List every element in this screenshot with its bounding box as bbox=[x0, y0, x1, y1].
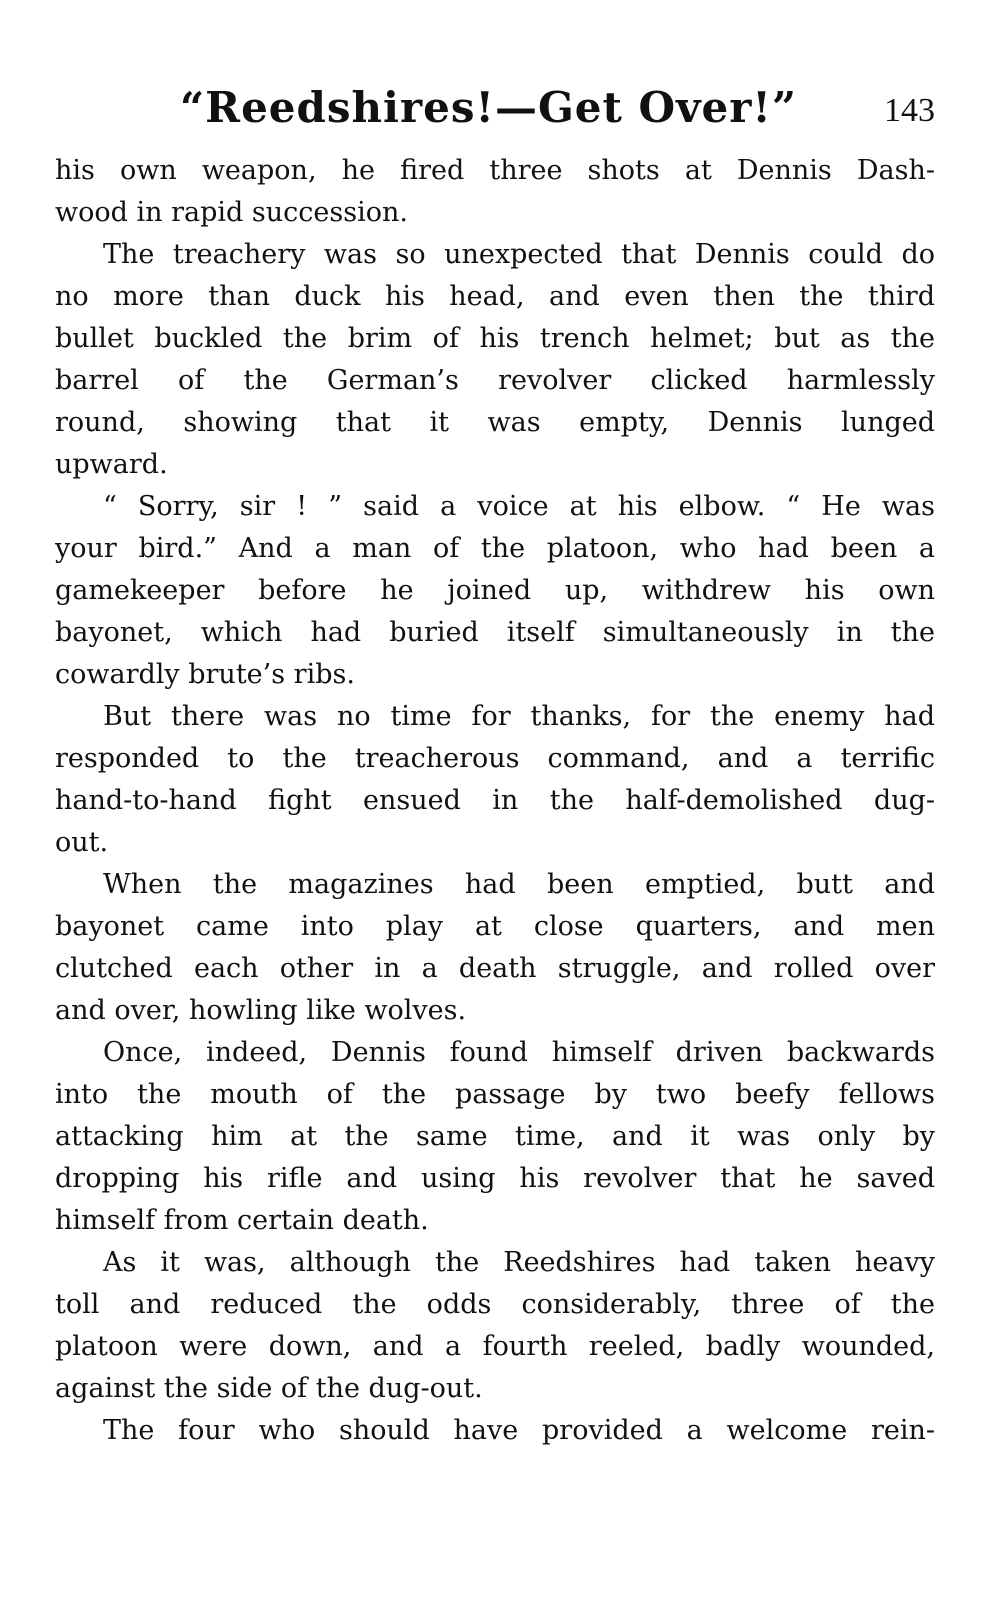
text-line: platoon were down, and a fourth reeled, badly wounded, bbox=[55, 1331, 935, 1362]
text-line: “ Sorry, sir ! ” said a voice at his elbow. “ He was bbox=[103, 491, 935, 522]
text-line: barrel of the German’s revolver clicked harmlessly bbox=[55, 365, 935, 396]
text-line: round, showing that it was empty, Dennis lunged bbox=[55, 407, 935, 438]
text-line: The treachery was so unexpected that Dennis could do bbox=[103, 239, 935, 270]
body-text bbox=[55, 150, 935, 1452]
text-line: Once, indeed, Dennis found himself driven backwards bbox=[103, 1037, 935, 1068]
text-line: into the mouth of the passage by two beefy fellows bbox=[55, 1079, 935, 1110]
paragraph bbox=[55, 1032, 935, 1242]
text-line: and over, howling like wolves. bbox=[55, 995, 467, 1026]
text-line: The four who should have provided a welcome rein- bbox=[103, 1415, 935, 1446]
text-line: As it was, although the Reedshires had taken heavy bbox=[103, 1247, 935, 1278]
page-number: 143 bbox=[884, 92, 935, 129]
text-line: out. bbox=[55, 827, 109, 858]
paragraph bbox=[55, 234, 935, 486]
text-line: against the side of the dug-out. bbox=[55, 1373, 483, 1404]
text-line: When the magazines had been emptied, butt and bbox=[103, 869, 935, 900]
text-line: wood in rapid succession. bbox=[55, 197, 408, 228]
paragraph bbox=[55, 696, 935, 864]
text-line: upward. bbox=[55, 449, 168, 480]
paragraph bbox=[55, 1410, 935, 1452]
text-line: himself from certain death. bbox=[55, 1205, 429, 1236]
text-line: bayonet, which had buried itself simultaneously in the bbox=[55, 617, 935, 648]
text-line: bullet buckled the brim of his trench helmet; but as the bbox=[55, 323, 935, 354]
text-line: his own weapon, he fired three shots at Dennis Dash- bbox=[55, 155, 935, 186]
text-line: no more than duck his head, and even then the third bbox=[55, 281, 935, 312]
text-line: clutched each other in a death struggle, and rolled over bbox=[55, 953, 935, 984]
text-line: hand-to-hand fight ensued in the half-demolished dug- bbox=[55, 785, 935, 816]
paragraph bbox=[55, 1242, 935, 1410]
page-header bbox=[55, 78, 935, 138]
text-line: dropping his rifle and using his revolver that he saved bbox=[55, 1163, 935, 1194]
text-line: But there was no time for thanks, for the enemy had bbox=[103, 701, 935, 732]
text-line: cowardly brute’s ribs. bbox=[55, 659, 355, 690]
running-title: “Reedshires!—Get Over!” bbox=[180, 83, 797, 132]
text-line: attacking him at the same time, and it was only by bbox=[55, 1121, 935, 1152]
text-line: gamekeeper before he joined up, withdrew his own bbox=[55, 575, 935, 606]
text-line: your bird.” And a man of the platoon, who had been a bbox=[55, 533, 935, 564]
paragraph bbox=[55, 150, 935, 234]
text-line: bayonet came into play at close quarters, and men bbox=[55, 911, 935, 942]
paragraph bbox=[55, 864, 935, 1032]
paragraph bbox=[55, 486, 935, 696]
text-line: toll and reduced the odds considerably, three of the bbox=[55, 1289, 935, 1320]
text-line: responded to the treacherous command, and a terrific bbox=[55, 743, 935, 774]
